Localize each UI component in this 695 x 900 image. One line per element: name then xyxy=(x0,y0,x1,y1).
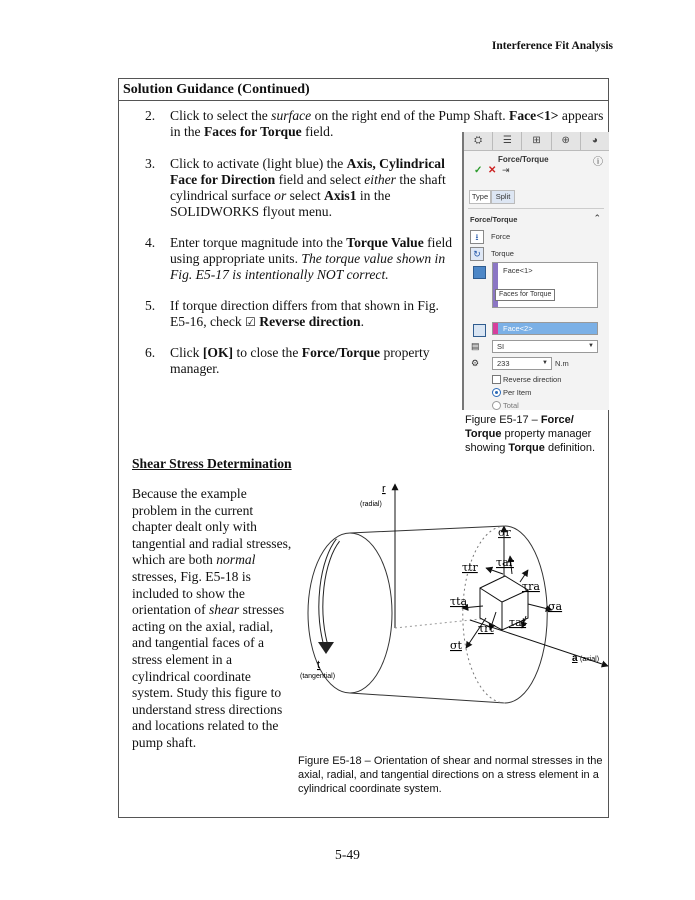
step-number: 6. xyxy=(145,345,156,360)
feature-tree-icon[interactable]: ⛭ xyxy=(464,132,493,150)
option-force[interactable]: Force xyxy=(491,232,511,241)
reverse-direction-label[interactable]: Reverse direction xyxy=(503,375,562,384)
faces-tooltip: Faces for Torque xyxy=(495,289,555,301)
emphasis: [OK] xyxy=(202,345,234,360)
face-selection-icon xyxy=(473,266,486,279)
units-icon: ▤ xyxy=(471,341,480,351)
step-text: to close the xyxy=(233,345,302,360)
axis-a-sublabel: (axial) xyxy=(580,656,600,663)
para-text: stresses, Fig. E5-18 is included to show the orientation of xyxy=(132,568,251,618)
pm-title: Force/Torque xyxy=(498,155,549,164)
tau-rt-label: τrt xyxy=(478,622,494,635)
step-number: 2. xyxy=(145,108,156,123)
faces-list-item[interactable]: Face<1> xyxy=(503,266,533,275)
step-number: 4. xyxy=(145,235,156,250)
total-radio[interactable] xyxy=(492,401,501,410)
para-emphasis: normal xyxy=(216,552,256,568)
step-text: If torque direction differs from that shown in Fig. E5-16, check xyxy=(170,298,439,329)
caption-emphasis: Torque xyxy=(508,442,545,454)
field-color-band xyxy=(493,323,498,334)
emphasis: Axis, Cylindrical Face for Direction xyxy=(170,156,445,187)
emphasis: Faces for Torque xyxy=(203,124,302,139)
chevron-down-icon[interactable]: ▼ xyxy=(588,343,594,349)
step-number: 5. xyxy=(145,298,156,313)
para-emphasis: shear xyxy=(209,602,240,618)
torque-unit: N.m xyxy=(555,359,569,368)
step-text: field. xyxy=(301,124,334,139)
ok-check-icon[interactable]: ✓ xyxy=(474,165,483,176)
caption-emphasis: Force/ Torque xyxy=(465,414,574,440)
emphasis: either xyxy=(364,172,396,187)
para-text: Because the example problem in the current chapter dealt only with tangential and radial stresses, which are both xyxy=(132,486,292,568)
tau-at-label: τat xyxy=(509,616,527,629)
tau-ar-label: τar xyxy=(496,556,514,569)
torque-value-input[interactable] xyxy=(492,357,552,370)
step-text: in the SOLIDWORKS flyout menu. xyxy=(170,188,391,219)
step-text: select xyxy=(286,188,325,203)
sigma-a-label: σa xyxy=(548,600,563,613)
step-text: in the xyxy=(170,124,204,139)
axis-r-label: r xyxy=(382,483,386,495)
step-text: Enter torque magnitude into the xyxy=(170,235,347,250)
direction-list-item[interactable]: Face<2> xyxy=(503,324,533,333)
option-torque[interactable]: Torque xyxy=(491,249,514,258)
caption-text: Figure E5-17 – xyxy=(465,414,541,426)
group-title: Force/Torque xyxy=(470,215,518,224)
units-select[interactable] xyxy=(492,340,598,353)
pm-icon-tabs xyxy=(464,132,609,151)
caption-text: definition. xyxy=(544,442,596,454)
radial-guide xyxy=(395,618,490,628)
display-icon[interactable]: ◕ xyxy=(591,135,598,146)
axis-t-sublabel: (tangential) xyxy=(300,673,336,680)
force-torque-property-manager xyxy=(462,132,609,410)
step-text: Click to activate (light blue) the xyxy=(170,156,347,171)
torque-icon[interactable]: ↻ xyxy=(470,247,484,261)
step-text: appears xyxy=(558,108,604,123)
collapse-caret-icon[interactable]: ⌃ xyxy=(593,213,601,223)
title-divider xyxy=(118,100,609,101)
cancel-x-icon[interactable]: ✕ xyxy=(488,165,497,176)
emphasis: Face<1> xyxy=(509,108,559,123)
stress-element-diagram xyxy=(290,478,610,753)
page-number: 5-49 xyxy=(335,847,360,862)
property-manager-icon[interactable]: ☰ xyxy=(493,132,522,150)
axis-a-label: a xyxy=(572,653,578,664)
help-icon[interactable]: ⓘ xyxy=(593,157,603,168)
tau-ra-label: τra xyxy=(522,580,540,593)
running-header: Interference Fit Analysis xyxy=(491,40,613,52)
torque-value-icon: ⚙ xyxy=(471,358,480,368)
direction-field[interactable] xyxy=(492,322,598,335)
axis-r-sublabel: (radial) xyxy=(360,501,382,508)
axis-t-label: t xyxy=(317,659,321,671)
step-text: on the right end of the Pump Shaft. xyxy=(311,108,510,123)
step-number: 3. xyxy=(145,156,156,171)
para-text: stresses acting on the axial, radial, and tangential faces of a stress element in a cylindrical coordinate system. Study this figure to understand stress directions and locations related to the pump shaft. xyxy=(132,602,285,750)
sigma-t-label: σt xyxy=(450,639,462,652)
step-text: Click to select the xyxy=(170,108,272,123)
emphasis: Torque Value xyxy=(346,235,424,250)
chevron-down-icon[interactable]: ▼ xyxy=(542,360,548,366)
tab-type[interactable]: Type xyxy=(469,190,491,204)
pin-icon[interactable]: ⇥ xyxy=(502,165,510,175)
step-text: Click xyxy=(170,345,203,360)
emphasis: or xyxy=(274,188,287,203)
tau-tr-label: τtr xyxy=(462,561,478,574)
configuration-icon[interactable]: ⊞ xyxy=(522,132,551,150)
force-icon[interactable]: ⭳ xyxy=(470,230,484,244)
units-value: SI xyxy=(497,342,505,351)
faces-for-torque-field[interactable] xyxy=(492,262,598,308)
figure-e5-18-caption: Figure E5-18 – Orientation of shear and normal stresses in the axial, radial, and tangential directions on a stress element in a cylindrical coordinate system. xyxy=(298,755,603,795)
per-item-label[interactable]: Per Item xyxy=(503,388,532,397)
tab-split[interactable]: Split xyxy=(491,190,515,204)
caption-text: property manager showing xyxy=(465,428,592,454)
step-text: the shaft cylindrical surface xyxy=(170,172,446,203)
torque-value: 233 xyxy=(497,359,510,368)
reverse-direction-checkbox[interactable] xyxy=(492,375,501,384)
solution-title: Solution Guidance (Continued) xyxy=(123,82,310,97)
checkbox-icon: ☑ xyxy=(245,315,256,329)
step-text: . xyxy=(360,314,364,329)
emphasis: Reverse direction xyxy=(255,314,361,329)
emphasis: surface xyxy=(271,108,312,123)
section-heading: Shear Stress Determination xyxy=(132,456,292,471)
divider xyxy=(468,208,604,209)
step-text: field and select xyxy=(275,172,365,187)
emphasis: Axis1 xyxy=(324,188,357,203)
emphasis: Force/Torque xyxy=(301,345,381,360)
total-label[interactable]: Total xyxy=(503,401,519,410)
dimxpert-icon[interactable]: ⊕ xyxy=(552,132,581,150)
tau-ta-label: τta xyxy=(450,595,468,608)
sigma-r-label: σr xyxy=(498,526,511,539)
figure-e5-17-caption xyxy=(465,413,610,455)
emphasis: The torque value shown in Fig. E5-17 is intentionally NOT correct. xyxy=(170,251,446,282)
shear-paragraph xyxy=(132,486,292,752)
step-text: property manager. xyxy=(170,345,430,376)
direction-face-icon xyxy=(473,324,486,337)
per-item-radio[interactable] xyxy=(492,388,501,397)
step-text: field using appropriate units. xyxy=(170,235,453,266)
